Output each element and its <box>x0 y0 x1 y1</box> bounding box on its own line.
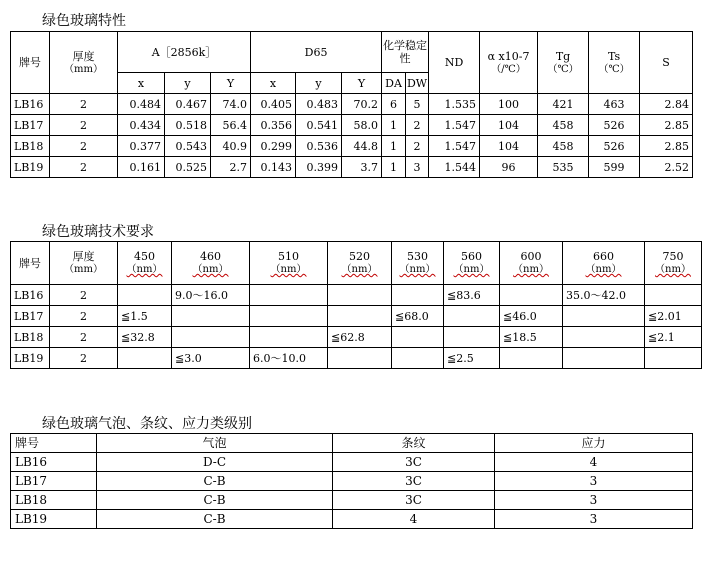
table-cell: 1.535 <box>429 94 480 115</box>
table-cell: 0.377 <box>118 136 165 157</box>
table-cell <box>645 348 702 369</box>
table-cell: 535 <box>538 157 589 178</box>
table-row <box>11 306 702 327</box>
table-cell: 3C <box>333 491 495 510</box>
glass-properties-table <box>10 31 693 178</box>
table-row <box>11 285 702 306</box>
header-tg: Tg （℃） <box>538 32 589 94</box>
header-stress: 应力 <box>495 434 693 453</box>
table-cell: ≦3.0 <box>172 348 250 369</box>
header-grade: 牌号 <box>11 32 50 94</box>
table-cell: LB18 <box>11 491 97 510</box>
table-cell: 6.0～10.0 <box>250 348 328 369</box>
table-cell: 0.467 <box>165 94 211 115</box>
table-cell: 1.547 <box>429 115 480 136</box>
table-cell: 0.541 <box>296 115 342 136</box>
table-cell: 58.0 <box>342 115 382 136</box>
table-cell: 6 <box>382 94 406 115</box>
table-cell: 2.52 <box>640 157 693 178</box>
table-cell: 2 <box>50 306 118 327</box>
table-cell: ≦1.5 <box>118 306 172 327</box>
table-cell: 2 <box>50 94 118 115</box>
table-cell: 1 <box>382 115 406 136</box>
table-cell <box>645 285 702 306</box>
wavelength-value: 560 <box>461 250 482 263</box>
table-cell: 2 <box>50 285 118 306</box>
table-cell <box>392 327 444 348</box>
table-cell <box>172 327 250 348</box>
table-cell <box>444 327 500 348</box>
wavelength-unit: （nm） <box>513 264 549 275</box>
table-cell: D-C <box>97 453 333 472</box>
table-cell: 0.434 <box>118 115 165 136</box>
header-dw: DW <box>406 73 429 94</box>
section3-title: 绿色玻璃气泡、条纹、应力类级别 <box>42 416 252 432</box>
table-cell: 2 <box>50 348 118 369</box>
header-wavelength <box>118 242 172 285</box>
table-cell <box>500 285 563 306</box>
table-cell: LB18 <box>11 327 50 348</box>
table-cell: 458 <box>538 115 589 136</box>
header-striae: 条纹 <box>333 434 495 453</box>
header-alpha: α x10-7 （/℃） <box>480 32 538 94</box>
header-d65-y: y <box>296 73 342 94</box>
table-row <box>11 510 693 529</box>
table-cell <box>172 306 250 327</box>
table-cell: ≦18.5 <box>500 327 563 348</box>
table-cell: 0.143 <box>251 157 296 178</box>
defect-class-table <box>10 433 693 529</box>
table-cell: 9.0～16.0 <box>172 285 250 306</box>
table-cell: ≦62.8 <box>328 327 392 348</box>
table-row <box>11 94 693 115</box>
wavelength-value: 520 <box>349 250 370 263</box>
table-cell: C-B <box>97 491 333 510</box>
wavelength-unit: （nm） <box>655 264 691 275</box>
header-da: DA <box>382 73 406 94</box>
table-cell: LB16 <box>11 285 50 306</box>
table-cell: LB19 <box>11 157 50 178</box>
table-cell: LB16 <box>11 453 97 472</box>
table-cell <box>250 285 328 306</box>
table-cell: 96 <box>480 157 538 178</box>
table-cell: LB19 <box>11 348 50 369</box>
table-cell <box>444 306 500 327</box>
technical-requirements-table <box>10 241 702 369</box>
table-cell: 0.356 <box>251 115 296 136</box>
table-cell <box>392 348 444 369</box>
table-cell: LB18 <box>11 136 50 157</box>
table-cell: 35.0～42.0 <box>563 285 645 306</box>
table-cell: LB17 <box>11 115 50 136</box>
table-cell: 2 <box>406 115 429 136</box>
table-cell: ≦46.0 <box>500 306 563 327</box>
wavelength-value: 600 <box>520 250 542 263</box>
table-cell <box>563 327 645 348</box>
table-cell: 2.84 <box>640 94 693 115</box>
table-cell: 74.0 <box>211 94 251 115</box>
table-cell <box>563 348 645 369</box>
table-row <box>11 136 693 157</box>
table-cell: 56.4 <box>211 115 251 136</box>
table-cell: LB17 <box>11 472 97 491</box>
header-wavelength <box>172 242 250 285</box>
table-cell: 2 <box>50 327 118 348</box>
header-ts: Ts （℃） <box>589 32 640 94</box>
table-cell: 0.543 <box>165 136 211 157</box>
wavelength-value: 510 <box>278 250 299 263</box>
wavelength-unit: （nm） <box>585 264 622 275</box>
table-cell <box>563 306 645 327</box>
table-cell <box>328 348 392 369</box>
table-cell: 3 <box>495 510 693 529</box>
table-cell: 70.2 <box>342 94 382 115</box>
table-cell: 463 <box>589 94 640 115</box>
table-cell: 0.299 <box>251 136 296 157</box>
table-cell: ≦2.5 <box>444 348 500 369</box>
wavelength-value: 750 <box>662 250 684 263</box>
header-s: S <box>640 32 693 94</box>
header-d65-x: x <box>251 73 296 94</box>
header-a-y: y <box>165 73 211 94</box>
table-cell: 0.483 <box>296 94 342 115</box>
section2-title: 绿色玻璃技术要求 <box>42 224 154 240</box>
table-cell: 2.85 <box>640 136 693 157</box>
header-wavelength <box>392 242 444 285</box>
wavelength-value: 450 <box>134 250 155 263</box>
table-cell: 0.161 <box>118 157 165 178</box>
table-cell: 100 <box>480 94 538 115</box>
header-illuminant-d65: D65 <box>251 32 382 73</box>
table-cell: 526 <box>589 115 640 136</box>
table-cell: 2.85 <box>640 115 693 136</box>
table-row <box>11 491 693 510</box>
table-cell: 2 <box>50 157 118 178</box>
table-cell: LB16 <box>11 94 50 115</box>
table-cell: 1.544 <box>429 157 480 178</box>
table-cell: 104 <box>480 115 538 136</box>
header-d65-Y: Y <box>342 73 382 94</box>
table-cell: 5 <box>406 94 429 115</box>
table-cell: 2 <box>50 136 118 157</box>
table-cell: 0.484 <box>118 94 165 115</box>
table-cell: 1 <box>382 136 406 157</box>
table-cell: 4 <box>333 510 495 529</box>
table-cell: 3.7 <box>342 157 382 178</box>
table-cell: 4 <box>495 453 693 472</box>
table-cell: 44.8 <box>342 136 382 157</box>
table-cell <box>118 285 172 306</box>
table-cell: 3 <box>406 157 429 178</box>
table-row <box>11 327 702 348</box>
table-cell: ≦2.1 <box>645 327 702 348</box>
header-a-x: x <box>118 73 165 94</box>
header-illuminant-a: A［2856k］ <box>118 32 251 73</box>
wavelength-unit: （nm） <box>399 264 436 275</box>
table-cell: 40.9 <box>211 136 251 157</box>
table-cell: 3 <box>495 491 693 510</box>
table-cell: 3C <box>333 472 495 491</box>
table-cell: 458 <box>538 136 589 157</box>
header-wavelength <box>328 242 392 285</box>
table-cell: 2 <box>406 136 429 157</box>
table-cell <box>328 285 392 306</box>
header-wavelength <box>563 242 645 285</box>
table-cell: 0.536 <box>296 136 342 157</box>
table-row <box>11 472 693 491</box>
wavelength-unit: （nm） <box>341 264 378 275</box>
header-grade: 牌号 <box>11 434 97 453</box>
table-cell: 1.547 <box>429 136 480 157</box>
header-chemical-stability: 化学稳定性 <box>382 32 429 73</box>
table-cell: 0.405 <box>251 94 296 115</box>
table-cell: ≦68.0 <box>392 306 444 327</box>
table-cell: 0.525 <box>165 157 211 178</box>
table-cell: 526 <box>589 136 640 157</box>
table-cell: 104 <box>480 136 538 157</box>
table-cell: 2 <box>50 115 118 136</box>
table-cell: 3C <box>333 453 495 472</box>
header-thickness: 厚度 （mm） <box>50 32 118 94</box>
table-cell <box>250 327 328 348</box>
wavelength-unit: （nm） <box>453 264 490 275</box>
table-row <box>11 157 693 178</box>
table-cell: C-B <box>97 472 333 491</box>
table-cell <box>118 348 172 369</box>
table-cell: 599 <box>589 157 640 178</box>
table-cell: ≦32.8 <box>118 327 172 348</box>
wavelength-value: 660 <box>593 250 614 263</box>
wavelength-value: 530 <box>407 250 428 263</box>
header-bubbles: 气泡 <box>97 434 333 453</box>
table-cell: 3 <box>495 472 693 491</box>
table-cell: LB17 <box>11 306 50 327</box>
header-wavelength <box>500 242 563 285</box>
table-cell <box>250 306 328 327</box>
header-a-Y: Y <box>211 73 251 94</box>
table-cell: 1 <box>382 157 406 178</box>
table-cell <box>392 285 444 306</box>
table-cell: 2.7 <box>211 157 251 178</box>
header-grade: 牌号 <box>11 242 50 285</box>
header-wavelength <box>444 242 500 285</box>
header-wavelength <box>250 242 328 285</box>
header-nd: ND <box>429 32 480 94</box>
wavelength-unit: （nm） <box>270 264 307 275</box>
header-thickness: 厚度 （mm） <box>50 242 118 285</box>
table-cell: ≦83.6 <box>444 285 500 306</box>
wavelength-value: 460 <box>200 250 221 263</box>
table-cell: C-B <box>97 510 333 529</box>
table-cell: LB19 <box>11 510 97 529</box>
table-cell <box>500 348 563 369</box>
table-cell <box>328 306 392 327</box>
table-cell: 0.518 <box>165 115 211 136</box>
section1-title: 绿色玻璃特性 <box>42 13 126 29</box>
table-cell: 421 <box>538 94 589 115</box>
table-cell: ≦2.01 <box>645 306 702 327</box>
table-row <box>11 115 693 136</box>
table-row <box>11 348 702 369</box>
wavelength-unit: （nm） <box>192 264 229 275</box>
table-row <box>11 453 693 472</box>
table-cell: 0.399 <box>296 157 342 178</box>
wavelength-unit: （nm） <box>126 264 163 275</box>
header-wavelength <box>645 242 702 285</box>
